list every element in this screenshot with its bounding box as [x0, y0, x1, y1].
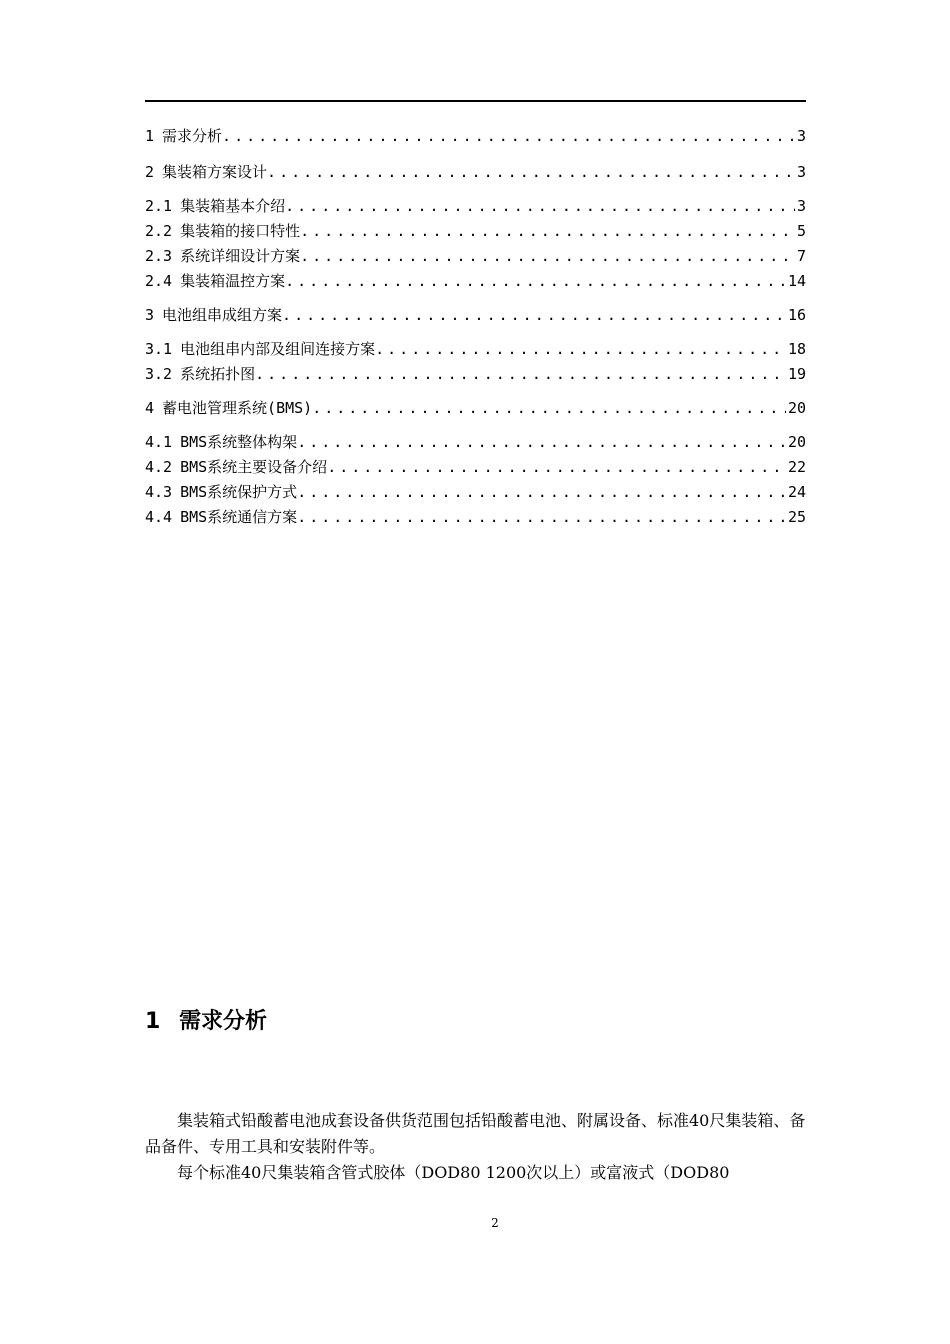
section-heading [145, 1006, 267, 1038]
toc-leader-dots [297, 506, 786, 528]
toc-entry-page: 3 [796, 127, 806, 145]
body-text [145, 1108, 806, 1186]
toc-entry-page: 19 [787, 365, 806, 383]
toc-entry-number: 1 [145, 127, 155, 145]
toc-entry-page: 18 [787, 340, 806, 358]
toc-entry-page: 14 [787, 272, 806, 290]
toc-entry-number: 2.1 [145, 197, 173, 215]
toc-entry-title: BMS系统主要设备介绍 [180, 458, 328, 476]
toc-entry[interactable] [145, 195, 806, 217]
toc-entry-page: 7 [796, 247, 806, 265]
toc-leader-dots [375, 338, 786, 360]
header-rule [145, 100, 806, 102]
toc-entry-page: 3 [796, 197, 806, 215]
toc-entry-title: 集装箱温控方案 [180, 272, 286, 290]
toc-entry-title: 集装箱方案设计 [162, 163, 268, 181]
toc-entry-title: BMS系统整体构架 [180, 433, 298, 451]
toc-entry[interactable] [145, 506, 806, 528]
toc-entry-title: 需求分析 [162, 127, 223, 145]
toc-entry[interactable] [145, 431, 806, 453]
toc-entry-page: 25 [787, 508, 806, 526]
toc-entry-title: 集装箱的接口特性 [180, 222, 301, 240]
toc-entry[interactable] [145, 245, 806, 267]
toc-leader-dots [285, 270, 786, 292]
toc-entry-title: 系统详细设计方案 [180, 247, 301, 265]
toc-entry-title: 电池组串内部及组间连接方案 [180, 340, 376, 358]
toc-entry[interactable] [145, 481, 806, 503]
toc-entry-title: 蓄电池管理系统(BMS) [162, 399, 313, 417]
toc-entry-number: 4.1 [145, 433, 173, 451]
toc-entry-page: 16 [787, 306, 806, 324]
toc-leader-dots [222, 125, 795, 147]
toc-leader-dots [285, 195, 795, 217]
toc-leader-dots [297, 431, 786, 453]
toc-entry[interactable] [145, 161, 806, 183]
toc-entry-number: 4.3 [145, 483, 173, 501]
toc-entry-title: 集装箱基本介绍 [180, 197, 286, 215]
toc-leader-dots [282, 304, 786, 326]
toc-entry-page: 5 [796, 222, 806, 240]
toc-leader-dots [300, 245, 795, 267]
toc-entry-number: 4.2 [145, 458, 173, 476]
toc-entry[interactable] [145, 397, 806, 419]
toc-entry-title: 电池组串成组方案 [162, 306, 283, 324]
toc-entry-number: 2.2 [145, 222, 173, 240]
toc-entry-page: 3 [796, 163, 806, 181]
toc-entry-number: 3.1 [145, 340, 173, 358]
toc-entry[interactable] [145, 456, 806, 478]
toc-entry[interactable] [145, 363, 806, 385]
toc-leader-dots [267, 161, 795, 183]
toc-entry-number: 2 [145, 163, 155, 181]
toc-entry-number: 2.4 [145, 272, 173, 290]
toc-leader-dots [327, 456, 786, 478]
toc-entry-title: 系统拓扑图 [180, 365, 256, 383]
toc-entry[interactable] [145, 304, 806, 326]
toc-leader-dots [255, 363, 786, 385]
toc-entry-number: 4 [145, 399, 155, 417]
toc-entry[interactable] [145, 270, 806, 292]
toc-entry-title: BMS系统保护方式 [180, 483, 298, 501]
toc-entry[interactable] [145, 338, 806, 360]
paragraph: 集装箱式铅酸蓄电池成套设备供货范围包括铅酸蓄电池、附属设备、标准40尺集装箱、备品备件、专用工具和安装附件等。 [145, 1111, 806, 1156]
paragraph: 每个标准40尺集装箱含管式胶体（DOD80 1200次以上）或富液式（DOD80 [177, 1163, 730, 1182]
toc-entry-page: 22 [787, 458, 806, 476]
toc-entry-number: 3.2 [145, 365, 173, 383]
toc-entry-page: 20 [787, 433, 806, 451]
page-number: 2 [491, 1216, 499, 1230]
toc-entry[interactable] [145, 220, 806, 242]
toc-entry-number: 4.4 [145, 508, 173, 526]
toc-entry-page: 24 [787, 483, 806, 501]
section-heading-number: 1 [145, 1009, 161, 1034]
section-heading-title: 需求分析 [179, 1009, 268, 1034]
toc-entry-page: 20 [787, 399, 806, 417]
toc-leader-dots [300, 220, 795, 242]
toc-entry-title: BMS系统通信方案 [180, 508, 298, 526]
toc-leader-dots [312, 397, 786, 419]
toc-entry-number: 2.3 [145, 247, 173, 265]
toc-entry-number: 3 [145, 306, 155, 324]
toc-leader-dots [297, 481, 786, 503]
toc-entry[interactable] [145, 125, 806, 147]
